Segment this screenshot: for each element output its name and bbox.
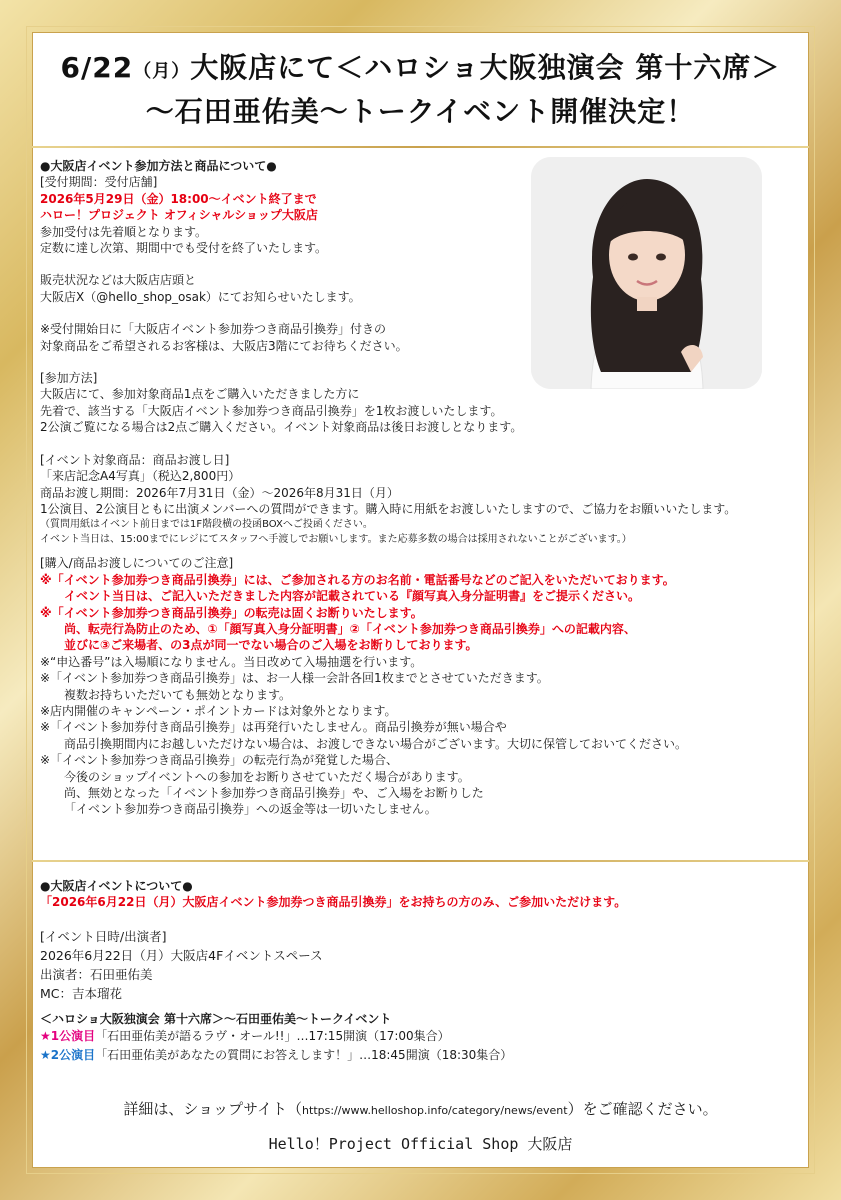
caution-red-2: イベント当日は、ご記入いただきました内容が記載されている『顔写真入身分証明書』をご提示ください。 <box>64 589 641 604</box>
mc-name: MC：吉本瑠花 <box>40 985 123 1001</box>
reception-note-2: 対象商品をご希望されるお客様は、大阪店3階にてお待ちください。 <box>40 338 408 353</box>
caution-red-5: 並びに③ご来場者、の3点が同一でない場合のご入場をお断りしております。 <box>64 638 478 653</box>
product-label: [イベント対象商品：商品お渡し日] <box>40 452 230 467</box>
caution-red-1: ※「イベント参加券つき商品引換券」には、ご参加される方のお名前・電話番号などのご記入をいただいております。 <box>40 572 675 587</box>
caution-red-3: ※「イベント参加券つき商品引換券」の転売は固くお断りいたします。 <box>40 605 423 620</box>
caution-7: ※「イベント参加券つき商品引換券」の転売行為が発覚した場合、 <box>40 753 399 768</box>
limit-text: 定数に達し次第、期間中でも受付を終了いたします。 <box>40 241 328 256</box>
event-section <box>40 878 800 1065</box>
question-note-2: イベント当日は、15:00までにレジにてスタッフへ手渡しでお願いします。また応募多数の場合は採用されないことがございます。） <box>40 534 632 546</box>
delivery-period: 商品お渡し期間：2026年7月31日（金）～2026年8月31日（月） <box>40 485 399 500</box>
method-text-2: 先着で、該当する「大阪店イベント参加券つき商品引換券」を1枚お渡しいたします。 <box>40 403 503 418</box>
question-note-1: （質問用紙はイベント前日までは1F階段横の投函BOXへご投函ください。 <box>40 519 373 531</box>
participation-section <box>40 158 800 818</box>
caution-10: 「イベント参加券つき商品引換券」への返金等は一切いたしません。 <box>64 802 437 817</box>
show-1-text: 「石田亜佑美が語るラヴ・オール!!」…17:15開演（17:00集合） <box>95 1029 450 1044</box>
question-text: 1公演目、2公演目ともに出演メンバーへの質問ができます。購入時に用紙をお渡しいたしますので、ご協力をお願いいたします。 <box>40 501 737 516</box>
status-text-1: 販売状況などは大阪店店頭と <box>40 273 197 288</box>
show-1 <box>40 1027 800 1046</box>
title-dow: （月） <box>133 61 191 82</box>
method-text-1: 大阪店にて、参加対象商品1点をご購入いただきました方に <box>40 387 360 402</box>
event-label: [イベント日時/出演者] <box>40 928 167 944</box>
event-date: 2026年6月22日（月）大阪店4Fイベントスペース <box>40 947 323 963</box>
caution-9: 尚、無効となった「イベント参加券つき商品引換券」や、ご入場をお断りした <box>64 786 484 800</box>
caution-1: ※“申込番号”は入場順になりません。当日改めて入場抽選を行います。 <box>40 654 423 669</box>
performer-name: 出演者：石田亜佑美 <box>40 966 153 982</box>
reception-note-1: ※受付開始日に「大阪店イベント参加券つき商品引換券」付きの <box>40 322 387 337</box>
section-divider <box>32 860 809 862</box>
status-text-2: 大阪店X（@hello_shop_osak）にてお知らせいたします。 <box>40 289 361 304</box>
title-line-1 <box>32 48 809 92</box>
holders-only-text: 「2026年6月22日（月）大阪店イベント参加券つき商品引換券」をお持ちの方のみ、ご参加いただけます。 <box>40 895 627 910</box>
first-come-text: 参加受付は先着順となります。 <box>40 224 208 239</box>
title-line-2: ～石田亜佑美～トークイベント開催決定！ <box>145 95 696 128</box>
reception-shop: ハロー！プロジェクト オフィシャルショップ大阪店 <box>40 208 318 223</box>
show-1-tag: ★1公演目 <box>40 1029 96 1044</box>
detail-prefix: 詳細は、ショップサイト（ <box>123 1100 303 1118</box>
caution-6: 商品引換期間内にお越しいただけない場合は、お渡しできない場合がございます。大切に保管しておいてください。 <box>64 736 688 751</box>
section2-heading: ●大阪店イベントについて● <box>40 879 193 893</box>
caution-5: ※「イベント参加券付き商品引換券」は再発行いたしません。商品引換券が無い場合や <box>40 720 507 735</box>
show-2-text: 「石田亜佑美があなたの質問にお答えします！」…18:45開演（18:30集合） <box>95 1048 513 1063</box>
method-label: [参加方法] <box>40 371 98 386</box>
detail-line <box>32 1098 809 1119</box>
product-name: 「来店記念A4写真」（税込2,800円） <box>40 469 241 484</box>
event-title: ＜ハロショ大阪独演会 第十六席＞～石田亜佑美～トークイベント <box>40 1011 392 1026</box>
title-divider <box>32 146 809 148</box>
caution-4: ※店内開催のキャンペーン・ポイントカードは対象外となります。 <box>40 703 397 718</box>
show-2-tag: ★2公演目 <box>40 1048 96 1063</box>
show-2 <box>40 1046 800 1065</box>
page-title <box>32 48 809 132</box>
shop-name: Hello！Project Official Shop 大阪店 <box>268 1135 573 1153</box>
caution-label: [購入/商品お渡しについてのご注意] <box>40 556 234 571</box>
caution-red-4: 尚、転売行為防止のため、①「顔写真入身分証明書」②「イベント参加券つき商品引換券」への記載内容、 <box>64 621 636 636</box>
shop-site-link[interactable]: https://www.helloshop.info/category/news/event <box>302 1104 568 1117</box>
reception-date: 2026年5月29日（金）18:00～イベント終了まで <box>40 191 317 206</box>
caution-8: 今後のショップイベントへの参加をお断りさせていただく場合があります。 <box>64 769 470 784</box>
caution-2: ※「イベント参加券つき商品引換券」は、お一人様一会計各回1枚までとさせていただきます。 <box>40 671 549 686</box>
section1-heading: ●大阪店イベント参加方法と商品について● <box>40 159 277 173</box>
method-text-3: 2公演ご覧になる場合は2点ご購入ください。イベント対象商品は後日お渡しとなります。 <box>40 420 523 435</box>
caution-3: 複数お持ちいただいても無効となります。 <box>64 687 292 702</box>
title-line1-rest: 大阪店にて＜ハロショ大阪独演会 第十六席＞ <box>190 51 781 84</box>
title-date: 6/22 <box>60 51 134 84</box>
reception-label: [受付期間：受付店舗] <box>40 175 158 190</box>
detail-suffix: ）をご確認ください。 <box>567 1100 718 1118</box>
